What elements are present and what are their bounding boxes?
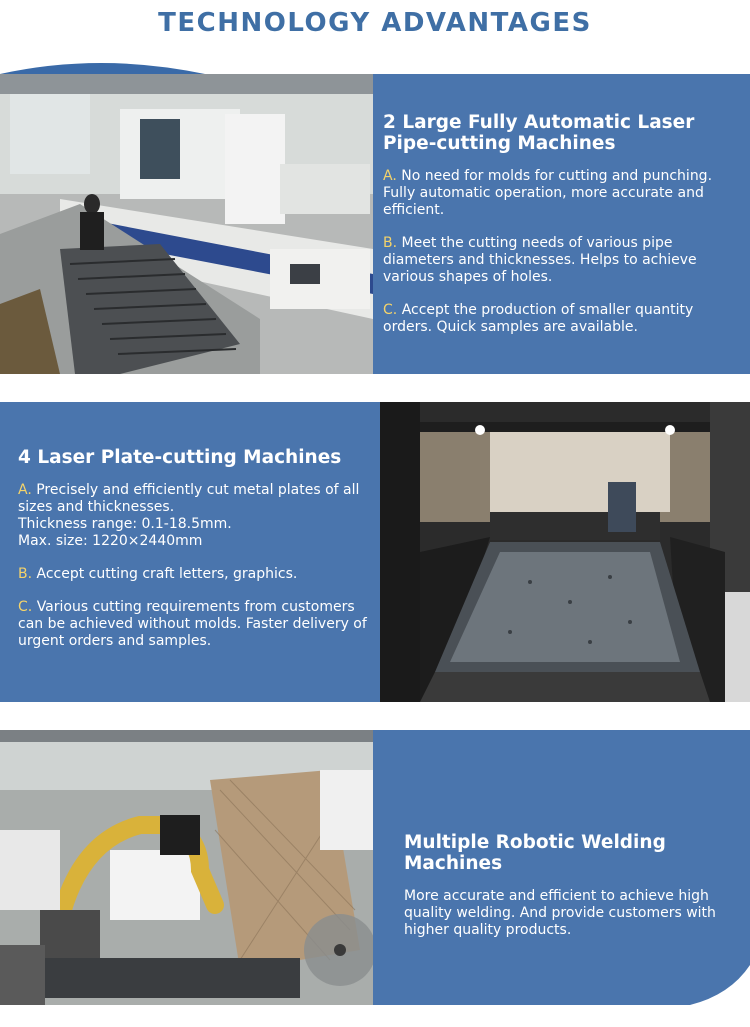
advantage-item: C. Accept the production of smaller quantity orders. Quick samples are available. <box>383 302 694 335</box>
page-title: TECHNOLOGY ADVANTAGES <box>158 8 592 38</box>
section-heading: Multiple Robotic Welding Machines <box>404 832 666 874</box>
advantage-item: A. Precisely and efficiently cut metal plates of all sizes and thicknesses. Thickness range: 0.1-18.5mm. Max. size: 1220×2440mm <box>18 482 360 549</box>
advantage-item: B. Meet the cutting needs of various pipe diameters and thicknesses. Helps to achieve various shapes of holes. <box>383 235 697 285</box>
laser-plate-cutting-machine-photo <box>380 402 750 702</box>
robotic-welding-info-panel <box>373 730 750 1005</box>
advantage-item: B. Accept cutting craft letters, graphics. <box>18 566 298 582</box>
plate-cutting-info-panel <box>0 402 380 702</box>
pipe-cutting-info-panel <box>373 74 750 374</box>
section-pipe-cutting <box>0 74 750 374</box>
robotic-welding-machine-photo <box>0 730 373 1005</box>
advantage-item: More accurate and efficient to achieve high quality welding. And provide customers with higher quality products. <box>404 888 716 938</box>
decorative-corner-swoosh <box>690 945 750 1005</box>
section-robotic-welding <box>0 730 750 1005</box>
section-plate-cutting <box>0 402 750 702</box>
advantage-item: A. No need for molds for cutting and punching. Fully automatic operation, more accurate and efficient. <box>383 168 713 218</box>
section-heading: 4 Laser Plate-cutting Machines <box>18 447 342 468</box>
laser-pipe-cutting-machine-photo <box>0 74 373 374</box>
advantage-item: C. Various cutting requirements from customers can be achieved without molds. Faster delivery of urgent orders and samples. <box>18 599 367 649</box>
section-heading: 2 Large Fully Automatic Laser Pipe-cutting Machines <box>383 112 695 154</box>
